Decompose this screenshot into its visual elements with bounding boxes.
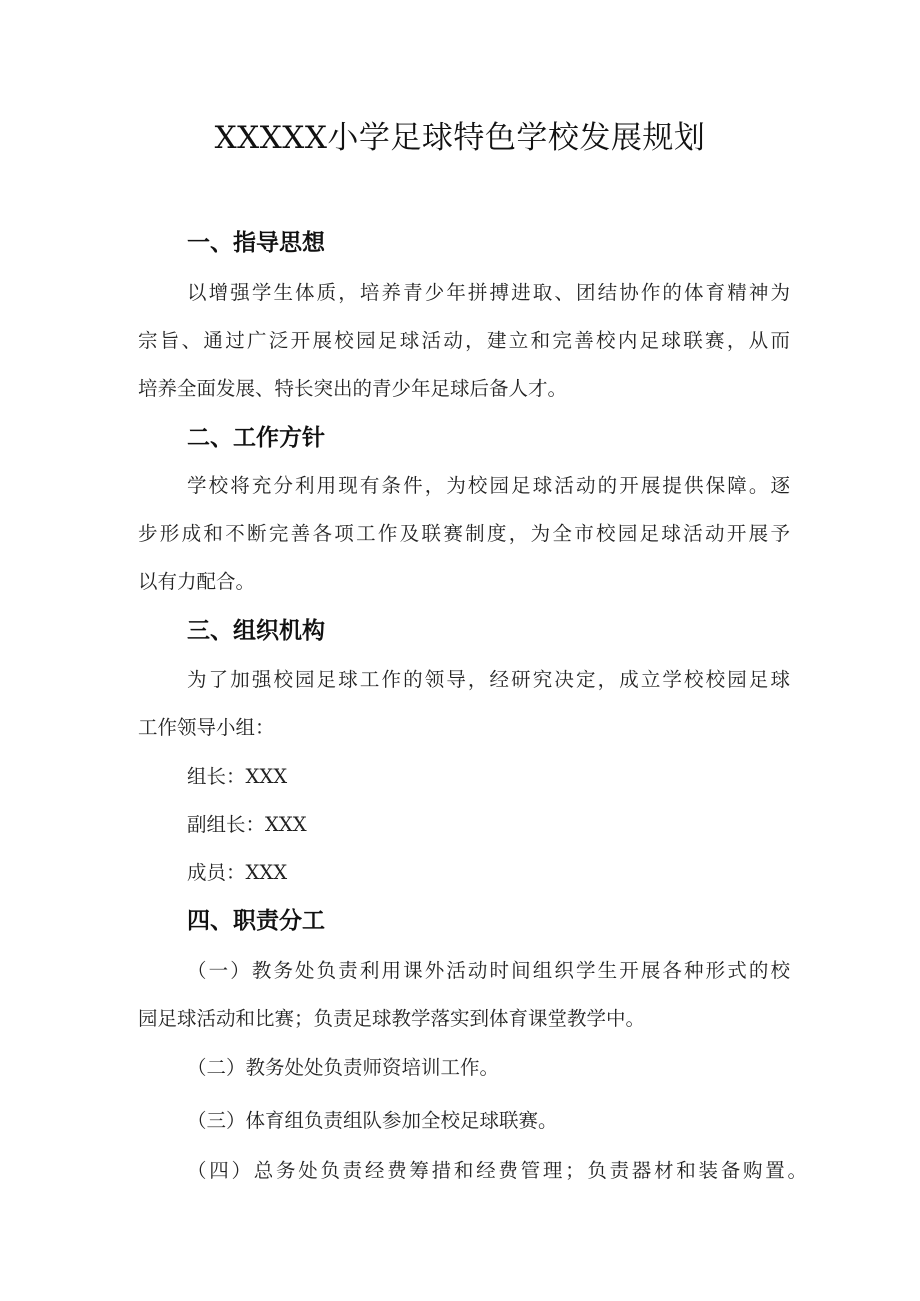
paragraph-line: 工作领导小组： [138,716,275,739]
member-members: 成员：XXX [187,861,288,884]
paragraph-line: 宗旨、通过广泛开展校园足球活动，建立和完善校内足球联赛，从而 [138,329,790,352]
paragraph-line: （三）体育组负责组队参加全校足球联赛。 [187,1109,558,1132]
paragraph-line: 步形成和不断完善各项工作及联赛制度，为全市校园足球活动开展予 [138,522,790,545]
paragraph-line: （一）教务处负责利用课外活动时间组织学生开展各种形式的校 [187,959,790,982]
member-deputy-leader: 副组长：XXX [187,813,307,836]
paragraph-line: 为了加强校园足球工作的领导，经研究决定，成立学校校园足球 [187,668,790,691]
section-heading-organization: 三、组织机构 [187,618,325,644]
section-heading-work-policy: 二、工作方针 [187,425,325,451]
document-title: XXXXX小学足球特色学校发展规划 [214,120,706,156]
paragraph-line: 以有力配合。 [138,570,256,593]
paragraph-line: 园足球活动和比赛；负责足球教学落实到体育课堂教学中。 [138,1007,646,1030]
paragraph-line: 以增强学生体质，培养青少年拼搏进取、团结协作的体育精神为 [187,281,790,304]
section-heading-responsibilities: 四、职责分工 [187,908,325,934]
paragraph-line: 学校将充分利用现有条件，为校园足球活动的开展提供保障。逐 [187,474,790,497]
paragraph-line: 培养全面发展、特长突出的青少年足球后备人才。 [138,377,568,400]
paragraph-line: （四）总务处负责经费筹措和经费管理；负责器材和装备购置。 [187,1159,807,1182]
section-heading-guiding-ideology: 一、指导思想 [187,230,325,256]
member-leader: 组长：XXX [187,765,288,788]
paragraph-line: （二）教务处处负责师资培训工作。 [187,1056,500,1079]
